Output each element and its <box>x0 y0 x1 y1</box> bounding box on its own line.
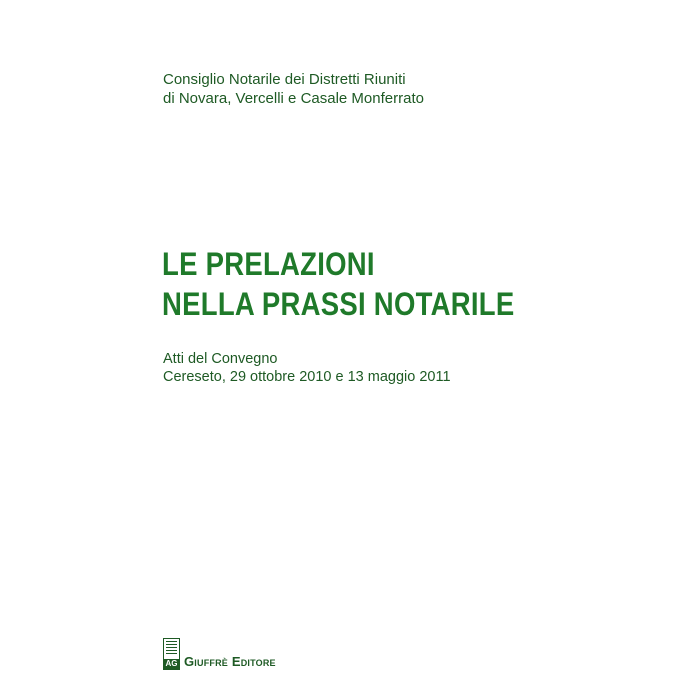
subtitle-line-1: Atti del Convegno <box>163 351 278 367</box>
organization-header <box>163 70 424 108</box>
publisher-name: Giuffrè Editore <box>184 654 276 669</box>
organization-line-1: Consiglio Notarile dei Distretti Riuniti <box>163 71 406 88</box>
logo-lines <box>166 641 177 655</box>
book-title-line-2: NELLA PRASSI NOTARILE <box>162 286 515 322</box>
book-title <box>162 244 514 324</box>
book-subtitle <box>163 350 451 386</box>
publisher-block <box>163 636 276 670</box>
book-title-line-1: LE PRELAZIONI <box>162 246 375 282</box>
subtitle-line-2: Cereseto, 29 ottobre 2010 e 13 maggio 2011 <box>163 369 451 385</box>
organization-line-2: di Novara, Vercelli e Casale Monferrato <box>163 90 424 107</box>
logo-letters: AG <box>165 659 178 668</box>
publisher-logo-icon <box>163 638 180 670</box>
